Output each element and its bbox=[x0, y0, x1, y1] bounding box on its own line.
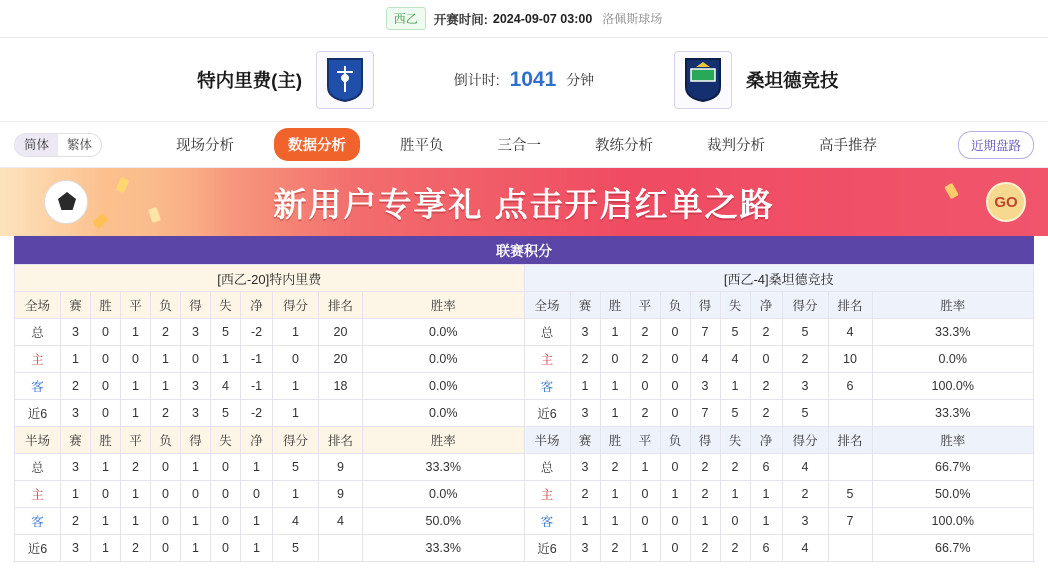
standings-table bbox=[14, 264, 1034, 562]
stat-cell: 2 bbox=[630, 319, 660, 346]
table-row bbox=[15, 400, 1034, 427]
table-row bbox=[15, 346, 1034, 373]
column-header: 净 bbox=[750, 292, 782, 319]
stat-cell: 2 bbox=[690, 535, 720, 562]
table-row bbox=[15, 508, 1034, 535]
stat-cell: 4 bbox=[720, 346, 750, 373]
stat-cell: 1 bbox=[121, 481, 151, 508]
stat-cell: 2 bbox=[782, 346, 828, 373]
stat-cell: 0 bbox=[91, 373, 121, 400]
stat-cell: 1 bbox=[211, 346, 241, 373]
column-header: 得 bbox=[181, 292, 211, 319]
stat-cell: 1 bbox=[151, 373, 181, 400]
column-header: 得分 bbox=[273, 427, 319, 454]
tab-list bbox=[162, 128, 891, 161]
stat-cell: 3 bbox=[782, 508, 828, 535]
stat-cell: 0 bbox=[91, 346, 121, 373]
column-header: 得分 bbox=[782, 427, 828, 454]
tab-coach-analysis[interactable]: 教练分析 bbox=[595, 138, 654, 154]
stat-cell: 2 bbox=[151, 400, 181, 427]
column-header: 负 bbox=[660, 292, 690, 319]
stat-cell: 1 bbox=[151, 346, 181, 373]
stat-cell: 50.0% bbox=[872, 481, 1034, 508]
stat-cell: -1 bbox=[241, 346, 273, 373]
stat-cell: 4 bbox=[828, 319, 872, 346]
row-label: 近6 bbox=[524, 400, 570, 427]
stat-cell: 100.0% bbox=[872, 373, 1034, 400]
column-header: 全场 bbox=[15, 292, 61, 319]
stat-cell: 9 bbox=[319, 454, 363, 481]
column-header: 赛 bbox=[570, 292, 600, 319]
stat-cell: 4 bbox=[782, 535, 828, 562]
tab-referee-analysis[interactable]: 裁判分析 bbox=[707, 138, 766, 154]
stat-cell: 3 bbox=[61, 400, 91, 427]
column-header: 排名 bbox=[828, 292, 872, 319]
column-header: 排名 bbox=[828, 427, 872, 454]
stat-cell: 2 bbox=[720, 535, 750, 562]
team-header-row bbox=[15, 265, 1034, 292]
countdown-label: 倒计时: bbox=[453, 71, 500, 88]
stat-cell: 6 bbox=[750, 535, 782, 562]
stat-cell: 5 bbox=[828, 481, 872, 508]
nav-bar bbox=[0, 122, 1048, 168]
row-label: 客 bbox=[15, 373, 61, 400]
tab-win-draw-lose[interactable]: 胜平负 bbox=[400, 138, 444, 154]
column-header: 净 bbox=[241, 292, 273, 319]
stat-cell: 0 bbox=[600, 346, 630, 373]
stat-cell: 2 bbox=[630, 400, 660, 427]
stat-cell: 2 bbox=[630, 346, 660, 373]
stat-cell: 0 bbox=[273, 346, 319, 373]
home-team-crest-icon bbox=[316, 51, 374, 109]
stat-cell: 2 bbox=[600, 535, 630, 562]
stat-cell: 0 bbox=[91, 319, 121, 346]
stat-cell: 1 bbox=[273, 481, 319, 508]
stat-cell: 33.3% bbox=[872, 400, 1034, 427]
column-header: 半场 bbox=[15, 427, 61, 454]
stat-cell: 2 bbox=[720, 454, 750, 481]
stat-cell: 0 bbox=[630, 508, 660, 535]
row-label: 客 bbox=[15, 508, 61, 535]
stat-cell: 1 bbox=[61, 346, 91, 373]
stat-cell: 1 bbox=[600, 481, 630, 508]
stat-cell: 1 bbox=[690, 508, 720, 535]
kickoff-label: 开赛时间: bbox=[433, 12, 488, 27]
stat-cell: 2 bbox=[750, 400, 782, 427]
stat-cell: 0 bbox=[151, 535, 181, 562]
stat-cell: 1 bbox=[241, 508, 273, 535]
column-header: 胜 bbox=[600, 427, 630, 454]
stat-cell: 3 bbox=[570, 535, 600, 562]
stat-cell: 0 bbox=[630, 373, 660, 400]
stat-cell: 3 bbox=[690, 373, 720, 400]
stat-cell: 50.0% bbox=[363, 508, 525, 535]
stat-cell: 7 bbox=[690, 400, 720, 427]
match-info-bar bbox=[0, 0, 1048, 38]
column-header: 胜率 bbox=[872, 292, 1034, 319]
column-header: 赛 bbox=[61, 427, 91, 454]
stat-cell: 2 bbox=[61, 508, 91, 535]
away-team-table-header: [西乙-4]桑坦德竞技 bbox=[524, 265, 1034, 292]
column-header: 平 bbox=[630, 292, 660, 319]
stat-cell: 9 bbox=[319, 481, 363, 508]
stat-cell: 0 bbox=[660, 319, 690, 346]
column-header: 平 bbox=[630, 427, 660, 454]
stat-cell: 0 bbox=[211, 508, 241, 535]
row-label: 主 bbox=[524, 481, 570, 508]
stat-cell: 1 bbox=[720, 481, 750, 508]
stat-cell: 3 bbox=[181, 319, 211, 346]
stat-cell: 1 bbox=[121, 508, 151, 535]
stat-cell: 100.0% bbox=[872, 508, 1034, 535]
stat-cell: 4 bbox=[273, 508, 319, 535]
row-label: 总 bbox=[15, 319, 61, 346]
stat-cell: 0 bbox=[630, 481, 660, 508]
section-header-row bbox=[15, 427, 1034, 454]
column-header: 平 bbox=[121, 292, 151, 319]
stat-cell: 3 bbox=[181, 400, 211, 427]
stat-cell: 1 bbox=[121, 319, 151, 346]
stat-cell: 33.3% bbox=[872, 319, 1034, 346]
stat-cell: 1 bbox=[570, 508, 600, 535]
kickoff-time: 2024-09-07 03:00 bbox=[492, 11, 593, 26]
stat-cell: 1 bbox=[61, 481, 91, 508]
stat-cell: 1 bbox=[630, 535, 660, 562]
stat-cell: 0 bbox=[181, 481, 211, 508]
stat-cell: 0 bbox=[151, 454, 181, 481]
stat-cell: 10 bbox=[828, 346, 872, 373]
stat-cell: 2 bbox=[600, 454, 630, 481]
stat-cell: 4 bbox=[211, 373, 241, 400]
stat-cell: 0 bbox=[211, 481, 241, 508]
stat-cell: 1 bbox=[750, 508, 782, 535]
stat-cell: 1 bbox=[91, 454, 121, 481]
stat-cell: 0 bbox=[660, 346, 690, 373]
stat-cell: 0 bbox=[91, 481, 121, 508]
stat-cell: 2 bbox=[750, 319, 782, 346]
column-header: 胜率 bbox=[363, 292, 525, 319]
stat-cell: 3 bbox=[782, 373, 828, 400]
stat-cell: 0 bbox=[211, 535, 241, 562]
stat-cell: 0 bbox=[151, 481, 181, 508]
stat-cell: 66.7% bbox=[872, 535, 1034, 562]
stat-cell: 1 bbox=[600, 319, 630, 346]
home-team-name: 特内里费(主) bbox=[197, 69, 302, 91]
stat-cell: 0.0% bbox=[872, 346, 1034, 373]
stat-cell: 0 bbox=[241, 481, 273, 508]
row-label: 主 bbox=[524, 346, 570, 373]
column-header: 得分 bbox=[782, 292, 828, 319]
stat-cell bbox=[319, 535, 363, 562]
row-label: 总 bbox=[524, 454, 570, 481]
stat-cell: 1 bbox=[181, 454, 211, 481]
away-team-name: 桑坦德竞技 bbox=[746, 69, 839, 91]
stat-cell: 5 bbox=[273, 535, 319, 562]
stat-cell: 4 bbox=[319, 508, 363, 535]
stat-cell: 0.0% bbox=[363, 400, 525, 427]
away-team-crest-icon bbox=[674, 51, 732, 109]
stat-cell: 0 bbox=[151, 508, 181, 535]
row-label: 客 bbox=[524, 508, 570, 535]
stat-cell: 1 bbox=[600, 508, 630, 535]
stat-cell: -2 bbox=[241, 400, 273, 427]
stat-cell: 5 bbox=[782, 319, 828, 346]
stat-cell: 0 bbox=[121, 346, 151, 373]
row-label: 总 bbox=[524, 319, 570, 346]
teams-header bbox=[0, 38, 1048, 122]
stat-cell: 1 bbox=[121, 400, 151, 427]
stat-cell: 1 bbox=[750, 481, 782, 508]
row-label: 主 bbox=[15, 481, 61, 508]
stat-cell: 0 bbox=[91, 400, 121, 427]
table-row bbox=[15, 535, 1034, 562]
stat-cell: 5 bbox=[720, 319, 750, 346]
column-header: 排名 bbox=[319, 427, 363, 454]
column-header: 赛 bbox=[61, 292, 91, 319]
stat-cell: 3 bbox=[570, 400, 600, 427]
tab-three-in-one[interactable]: 三合一 bbox=[497, 138, 542, 154]
countdown bbox=[380, 68, 668, 92]
stat-cell: 1 bbox=[241, 535, 273, 562]
table-row bbox=[15, 454, 1034, 481]
stat-cell: 2 bbox=[570, 481, 600, 508]
column-header: 胜率 bbox=[872, 427, 1034, 454]
stat-cell: 33.3% bbox=[363, 454, 525, 481]
stat-cell: 3 bbox=[61, 319, 91, 346]
stat-cell: 0 bbox=[660, 508, 690, 535]
tab-live-analysis[interactable]: 现场分析 bbox=[176, 138, 235, 154]
tab-expert-picks[interactable]: 高手推荐 bbox=[819, 138, 878, 154]
stat-cell bbox=[828, 454, 872, 481]
stat-cell: 3 bbox=[570, 454, 600, 481]
stat-cell: 1 bbox=[273, 400, 319, 427]
stat-cell: 1 bbox=[600, 400, 630, 427]
stat-cell: 4 bbox=[782, 454, 828, 481]
column-header: 净 bbox=[750, 427, 782, 454]
stat-cell: 1 bbox=[91, 535, 121, 562]
stat-cell: 0 bbox=[660, 454, 690, 481]
stat-cell: 20 bbox=[319, 346, 363, 373]
stat-cell: 0 bbox=[660, 373, 690, 400]
stat-cell: -2 bbox=[241, 319, 273, 346]
stat-cell: 2 bbox=[61, 373, 91, 400]
column-header: 失 bbox=[211, 292, 241, 319]
table-row bbox=[15, 481, 1034, 508]
stat-cell bbox=[319, 400, 363, 427]
stat-cell: 1 bbox=[181, 508, 211, 535]
stat-cell: 2 bbox=[750, 373, 782, 400]
stat-cell: 0.0% bbox=[363, 481, 525, 508]
column-header: 失 bbox=[720, 427, 750, 454]
column-header: 失 bbox=[720, 292, 750, 319]
stat-cell: 66.7% bbox=[872, 454, 1034, 481]
league-badge: 西乙 bbox=[386, 7, 426, 30]
column-header: 胜 bbox=[600, 292, 630, 319]
stat-cell: 1 bbox=[241, 454, 273, 481]
banner-go-button[interactable]: GO bbox=[986, 182, 1026, 222]
stat-cell: 0.0% bbox=[363, 319, 525, 346]
stat-cell: 6 bbox=[828, 373, 872, 400]
column-header: 得 bbox=[690, 292, 720, 319]
home-team-table-header: [西乙-20]特内里费 bbox=[15, 265, 525, 292]
row-label: 近6 bbox=[15, 400, 61, 427]
column-header: 平 bbox=[121, 427, 151, 454]
stat-cell: 1 bbox=[273, 373, 319, 400]
stat-cell: 3 bbox=[61, 535, 91, 562]
stat-cell: 1 bbox=[273, 319, 319, 346]
stat-cell: 0 bbox=[720, 508, 750, 535]
stat-cell bbox=[828, 400, 872, 427]
stat-cell: 2 bbox=[121, 535, 151, 562]
stat-cell: 5 bbox=[211, 400, 241, 427]
stat-cell bbox=[828, 535, 872, 562]
stat-cell: 2 bbox=[782, 481, 828, 508]
column-header: 负 bbox=[151, 427, 181, 454]
stat-cell: 2 bbox=[690, 481, 720, 508]
stat-cell: 0.0% bbox=[363, 346, 525, 373]
column-header: 负 bbox=[660, 427, 690, 454]
away-team[interactable] bbox=[668, 51, 1048, 109]
language-switch[interactable] bbox=[14, 133, 102, 157]
stat-cell: 2 bbox=[570, 346, 600, 373]
countdown-value: 1041 bbox=[509, 67, 557, 91]
recent-odds-button[interactable]: 近期盘路 bbox=[958, 131, 1034, 159]
row-label: 客 bbox=[524, 373, 570, 400]
stat-cell: 7 bbox=[828, 508, 872, 535]
countdown-unit: 分钟 bbox=[566, 71, 595, 88]
stat-cell: 3 bbox=[570, 319, 600, 346]
stat-cell: 5 bbox=[720, 400, 750, 427]
stat-cell: 0 bbox=[750, 346, 782, 373]
stat-cell: 20 bbox=[319, 319, 363, 346]
stat-cell: 1 bbox=[91, 508, 121, 535]
stat-cell: 1 bbox=[720, 373, 750, 400]
stat-cell: 1 bbox=[630, 454, 660, 481]
stat-cell: 1 bbox=[121, 373, 151, 400]
stat-cell: 0 bbox=[181, 346, 211, 373]
lang-traditional[interactable]: 繁体 bbox=[67, 137, 93, 152]
row-label: 总 bbox=[15, 454, 61, 481]
stat-cell: 3 bbox=[181, 373, 211, 400]
stat-cell: 0 bbox=[211, 454, 241, 481]
table-row bbox=[15, 319, 1034, 346]
row-label: 近6 bbox=[524, 535, 570, 562]
column-header: 半场 bbox=[524, 427, 570, 454]
row-label: 主 bbox=[15, 346, 61, 373]
stat-cell: 7 bbox=[690, 319, 720, 346]
column-header: 得 bbox=[690, 427, 720, 454]
stat-cell: 5 bbox=[211, 319, 241, 346]
standings-title: 联赛积分 bbox=[14, 236, 1034, 264]
stat-cell: 1 bbox=[181, 535, 211, 562]
tab-data-analysis[interactable]: 数据分析 bbox=[274, 128, 360, 161]
column-header: 净 bbox=[241, 427, 273, 454]
table-row bbox=[15, 373, 1034, 400]
stat-cell: 0.0% bbox=[363, 373, 525, 400]
stat-cell: 2 bbox=[690, 454, 720, 481]
stat-cell: 2 bbox=[121, 454, 151, 481]
column-header: 赛 bbox=[570, 427, 600, 454]
column-header: 得分 bbox=[273, 292, 319, 319]
stat-cell: 5 bbox=[782, 400, 828, 427]
stat-cell: -1 bbox=[241, 373, 273, 400]
row-label: 近6 bbox=[15, 535, 61, 562]
stat-cell: 1 bbox=[600, 373, 630, 400]
stat-cell: 3 bbox=[61, 454, 91, 481]
column-header: 胜 bbox=[91, 292, 121, 319]
column-header: 得 bbox=[181, 427, 211, 454]
stat-cell: 1 bbox=[660, 481, 690, 508]
banner-text: 新用户专享礼 点击开启红单之路 bbox=[273, 185, 775, 223]
standings-block bbox=[0, 236, 1048, 562]
venue-name: 洛佩斯球场 bbox=[602, 12, 663, 26]
home-team[interactable] bbox=[0, 51, 380, 109]
column-header: 胜 bbox=[91, 427, 121, 454]
column-header: 全场 bbox=[524, 292, 570, 319]
stat-cell: 0 bbox=[660, 535, 690, 562]
stat-cell: 0 bbox=[660, 400, 690, 427]
stat-cell: 2 bbox=[151, 319, 181, 346]
column-header: 负 bbox=[151, 292, 181, 319]
column-header: 胜率 bbox=[363, 427, 525, 454]
section-header-row bbox=[15, 292, 1034, 319]
stat-cell: 4 bbox=[690, 346, 720, 373]
promo-banner[interactable] bbox=[0, 168, 1048, 236]
stat-cell: 6 bbox=[750, 454, 782, 481]
stat-cell: 18 bbox=[319, 373, 363, 400]
stat-cell: 5 bbox=[273, 454, 319, 481]
lang-simplified[interactable]: 简体 bbox=[15, 134, 58, 156]
stat-cell: 1 bbox=[570, 373, 600, 400]
column-header: 失 bbox=[211, 427, 241, 454]
stat-cell: 33.3% bbox=[363, 535, 525, 562]
column-header: 排名 bbox=[319, 292, 363, 319]
